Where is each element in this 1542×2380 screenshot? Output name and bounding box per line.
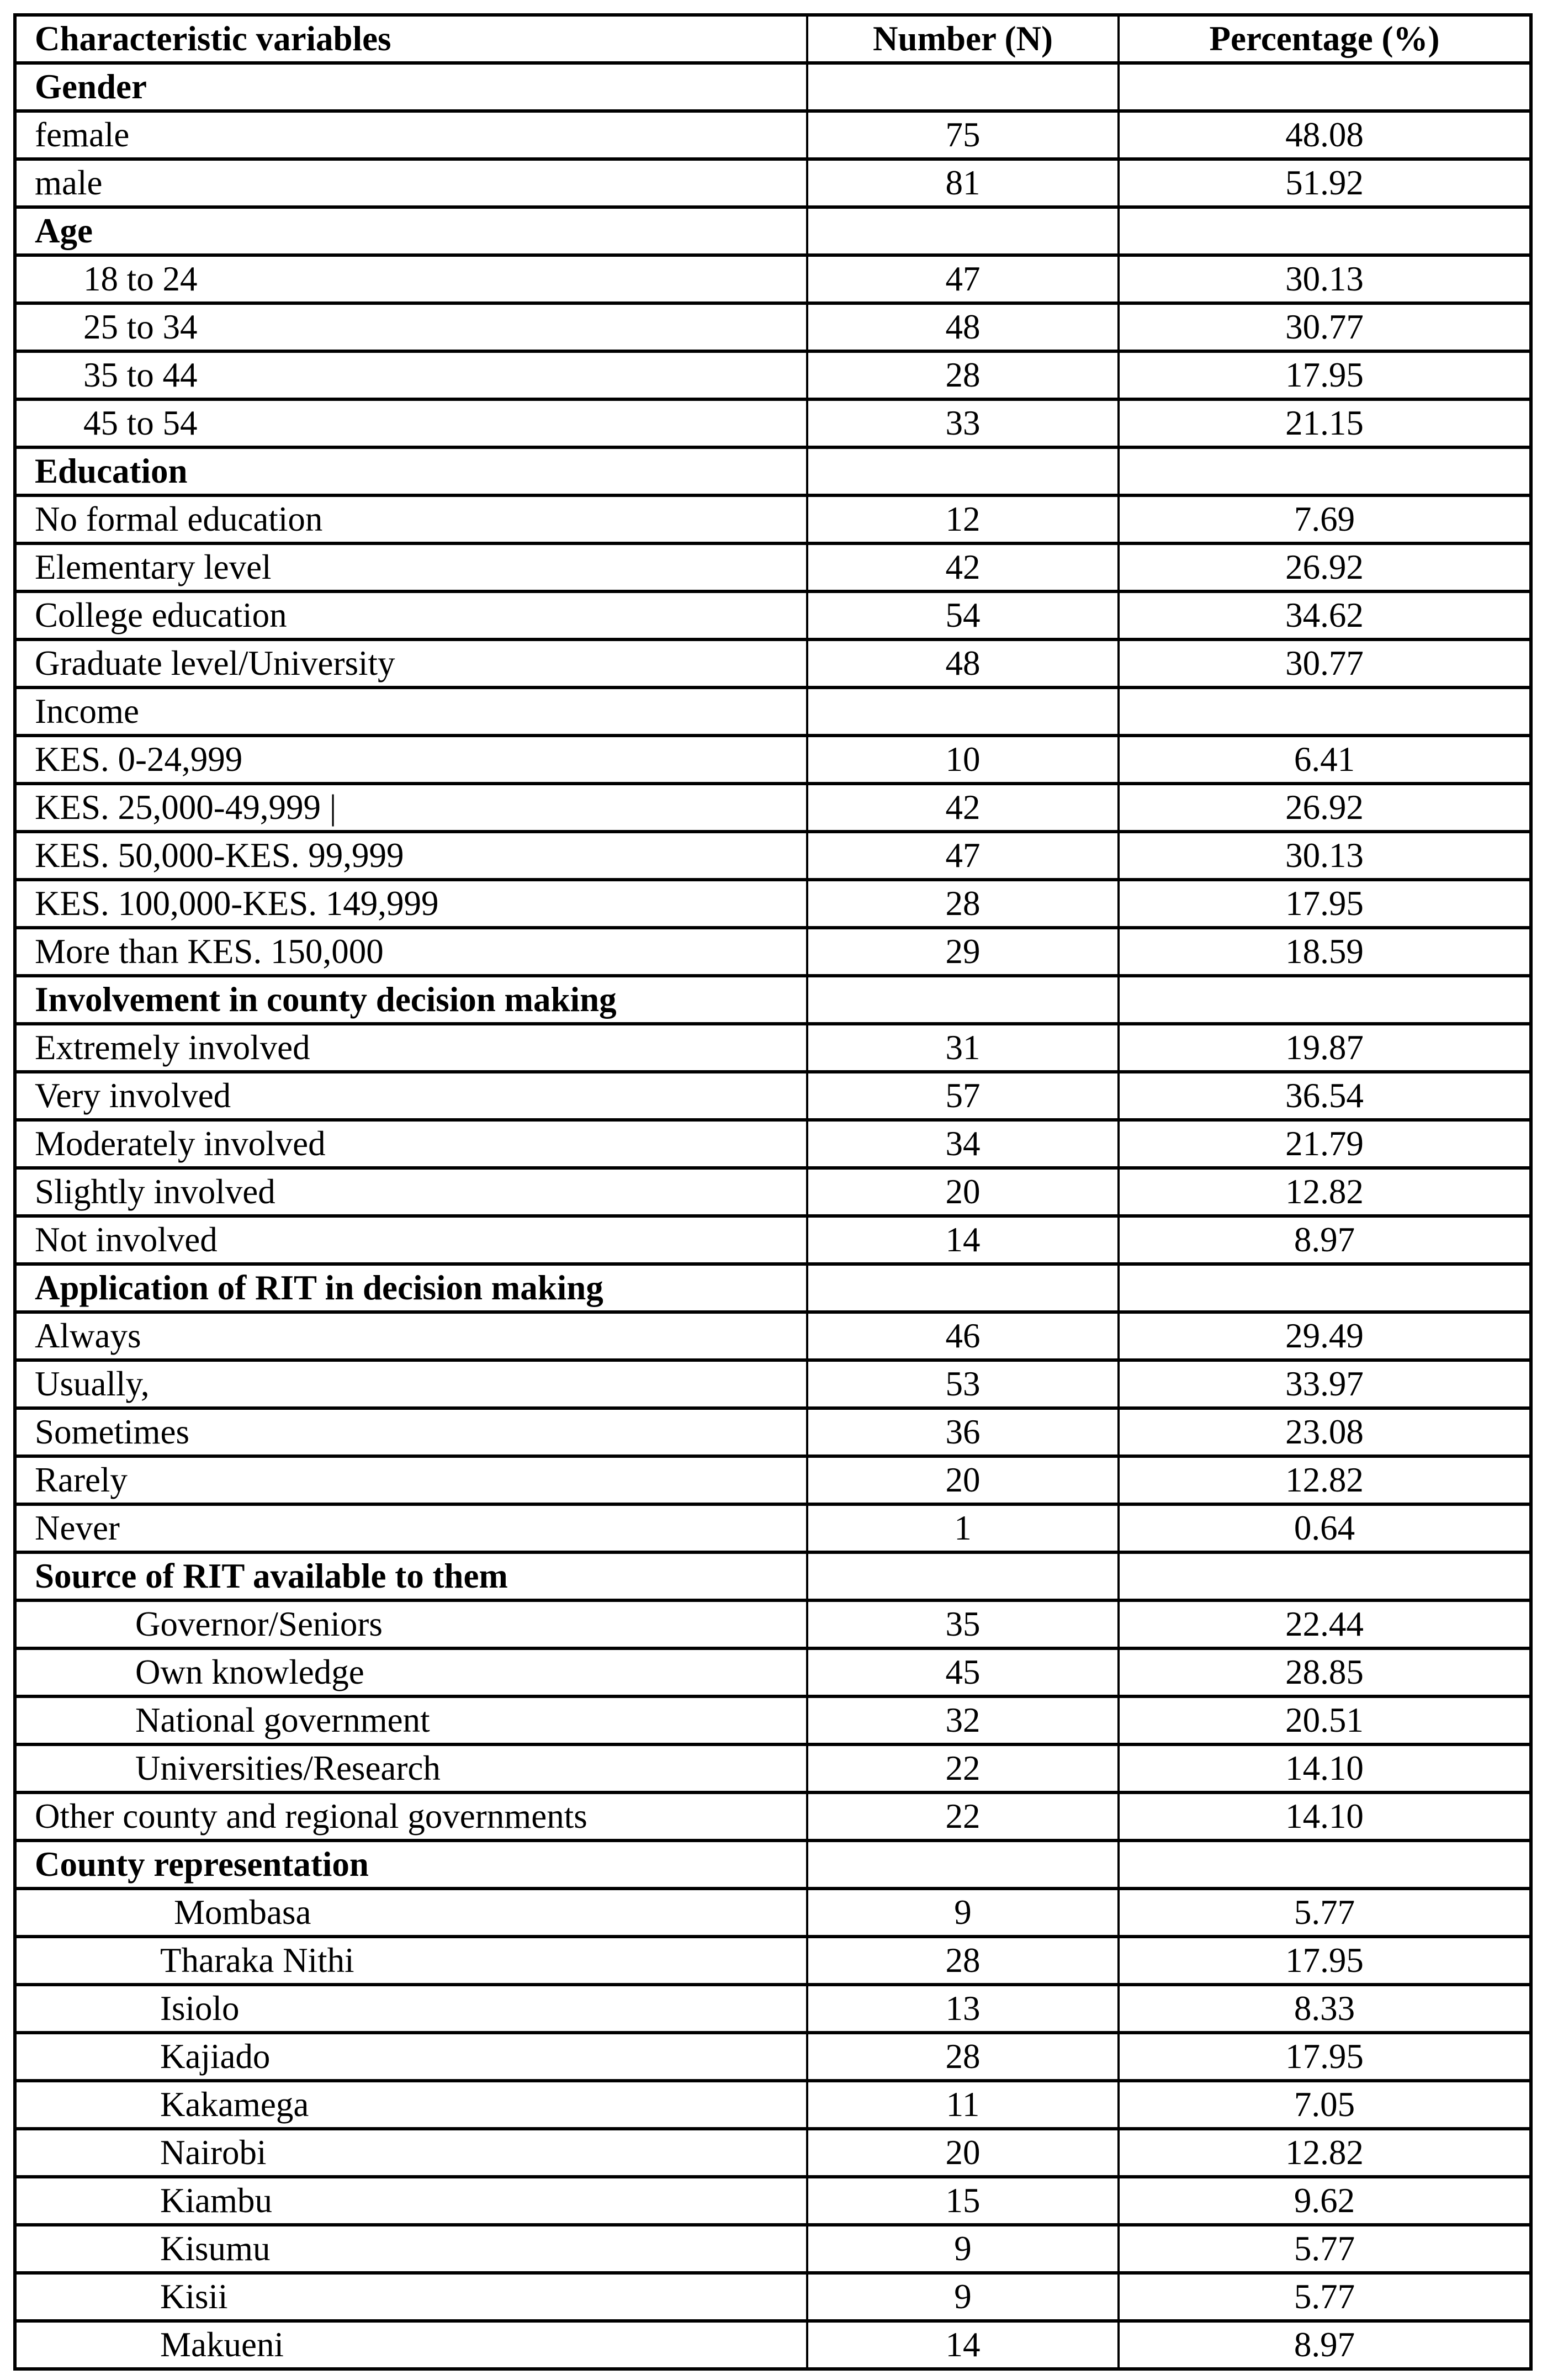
row-number-cell: 15 — [807, 2177, 1119, 2225]
row-number-cell: 20 — [807, 1168, 1119, 1216]
row-label-cell: Nairobi — [15, 2129, 807, 2177]
row-number-cell: 54 — [807, 591, 1119, 639]
row-label-cell: Always — [15, 1312, 807, 1360]
row-label-cell: Never — [15, 1504, 807, 1552]
row-label-cell: Tharaka Nithi — [15, 1937, 807, 1985]
table-row — [15, 928, 1531, 976]
row-percentage-cell: 51.92 — [1119, 159, 1531, 207]
row-percentage-cell: 30.77 — [1119, 303, 1531, 351]
table-row — [15, 1889, 1531, 1937]
row-percentage-cell: 21.15 — [1119, 399, 1531, 447]
table-row — [15, 2273, 1531, 2321]
row-percentage-cell — [1119, 1264, 1531, 1312]
row-percentage-cell: 34.62 — [1119, 591, 1531, 639]
row-number-cell: 57 — [807, 1072, 1119, 1120]
row-percentage-cell — [1119, 207, 1531, 255]
row-percentage-cell: 20.51 — [1119, 1696, 1531, 1744]
row-percentage-cell: 14.10 — [1119, 1744, 1531, 1792]
row-label-cell: Sometimes — [15, 1408, 807, 1456]
row-percentage-cell: 8.33 — [1119, 1985, 1531, 2033]
row-percentage-cell: 7.69 — [1119, 495, 1531, 543]
row-number-cell: 14 — [807, 2321, 1119, 2369]
row-percentage-cell: 48.08 — [1119, 111, 1531, 159]
row-number-cell: 28 — [807, 351, 1119, 399]
table-row — [15, 1937, 1531, 1985]
row-percentage-cell: 17.95 — [1119, 1937, 1531, 1985]
row-label-cell: Mombasa — [15, 1889, 807, 1937]
row-label-cell: Graduate level/University — [15, 639, 807, 687]
section-label-cell: Age — [15, 207, 807, 255]
table-row — [15, 591, 1531, 639]
row-number-cell: 28 — [807, 880, 1119, 928]
col-header-characteristic-variables: Characteristic variables — [15, 15, 807, 63]
row-label-cell: Makueni — [15, 2321, 807, 2369]
section-label-cell: Education — [15, 447, 807, 495]
row-percentage-cell — [1119, 687, 1531, 736]
row-percentage-cell: 8.97 — [1119, 2321, 1531, 2369]
table-row — [15, 1120, 1531, 1168]
section-row — [15, 976, 1531, 1024]
row-percentage-cell: 14.10 — [1119, 1792, 1531, 1840]
table-row — [15, 832, 1531, 880]
row-percentage-cell: 33.97 — [1119, 1360, 1531, 1408]
section-label-cell: Gender — [15, 63, 807, 111]
section-label-cell: Income — [15, 687, 807, 736]
table-row — [15, 111, 1531, 159]
row-label-cell: Universities/Research — [15, 1744, 807, 1792]
row-label-cell: 45 to 54 — [15, 399, 807, 447]
section-label-cell: County representation — [15, 1840, 807, 1889]
table-row — [15, 1456, 1531, 1504]
row-percentage-cell: 26.92 — [1119, 543, 1531, 591]
row-label-cell: National government — [15, 1696, 807, 1744]
row-label-cell: 25 to 34 — [15, 303, 807, 351]
table-row — [15, 639, 1531, 687]
row-label-cell: 35 to 44 — [15, 351, 807, 399]
row-number-cell — [807, 447, 1119, 495]
table-row — [15, 1985, 1531, 2033]
table-row — [15, 303, 1531, 351]
section-row — [15, 687, 1531, 736]
section-label-cell: Application of RIT in decision making — [15, 1264, 807, 1312]
table-row — [15, 784, 1531, 832]
row-number-cell: 22 — [807, 1744, 1119, 1792]
row-label-cell: Extremely involved — [15, 1024, 807, 1072]
row-label-cell: KES. 50,000-KES. 99,999 — [15, 832, 807, 880]
row-percentage-cell: 19.87 — [1119, 1024, 1531, 1072]
row-number-cell: 45 — [807, 1648, 1119, 1696]
row-percentage-cell: 29.49 — [1119, 1312, 1531, 1360]
row-number-cell: 33 — [807, 399, 1119, 447]
row-percentage-cell: 22.44 — [1119, 1600, 1531, 1648]
section-row — [15, 447, 1531, 495]
table-row — [15, 1744, 1531, 1792]
row-number-cell: 20 — [807, 2129, 1119, 2177]
row-number-cell: 13 — [807, 1985, 1119, 2033]
row-label-cell: KES. 0-24,999 — [15, 736, 807, 784]
table-row — [15, 2177, 1531, 2225]
row-percentage-cell: 8.97 — [1119, 1216, 1531, 1264]
row-number-cell: 36 — [807, 1408, 1119, 1456]
row-label-cell: Other county and regional governments — [15, 1792, 807, 1840]
row-label-cell: KES. 100,000-KES. 149,999 — [15, 880, 807, 928]
row-label-cell: female — [15, 111, 807, 159]
row-number-cell: 28 — [807, 2033, 1119, 2081]
row-label-cell: Kisii — [15, 2273, 807, 2321]
row-number-cell: 53 — [807, 1360, 1119, 1408]
row-label-cell: Elementary level — [15, 543, 807, 591]
row-percentage-cell: 12.82 — [1119, 1456, 1531, 1504]
row-percentage-cell: 26.92 — [1119, 784, 1531, 832]
row-number-cell: 1 — [807, 1504, 1119, 1552]
row-number-cell: 29 — [807, 928, 1119, 976]
section-row — [15, 207, 1531, 255]
row-percentage-cell: 23.08 — [1119, 1408, 1531, 1456]
row-percentage-cell: 12.82 — [1119, 2129, 1531, 2177]
row-number-cell: 48 — [807, 303, 1119, 351]
row-number-cell — [807, 1552, 1119, 1600]
row-label-cell: Kisumu — [15, 2225, 807, 2273]
table-row — [15, 1072, 1531, 1120]
row-number-cell: 14 — [807, 1216, 1119, 1264]
table-row — [15, 1168, 1531, 1216]
row-label-cell: More than KES. 150,000 — [15, 928, 807, 976]
row-number-cell: 28 — [807, 1937, 1119, 1985]
row-label-cell: Isiolo — [15, 1985, 807, 2033]
row-label-cell: Slightly involved — [15, 1168, 807, 1216]
row-number-cell: 48 — [807, 639, 1119, 687]
row-label-cell: Kakamega — [15, 2081, 807, 2129]
row-label-cell: College education — [15, 591, 807, 639]
table-row — [15, 1312, 1531, 1360]
row-percentage-cell: 17.95 — [1119, 351, 1531, 399]
row-number-cell — [807, 1840, 1119, 1889]
row-number-cell — [807, 1264, 1119, 1312]
row-percentage-cell: 6.41 — [1119, 736, 1531, 784]
col-header-number: Number (N) — [807, 15, 1119, 63]
row-number-cell: 20 — [807, 1456, 1119, 1504]
row-label-cell: male — [15, 159, 807, 207]
row-number-cell: 46 — [807, 1312, 1119, 1360]
row-percentage-cell: 17.95 — [1119, 2033, 1531, 2081]
table-row — [15, 2129, 1531, 2177]
section-row — [15, 1552, 1531, 1600]
row-number-cell: 12 — [807, 495, 1119, 543]
row-percentage-cell: 21.79 — [1119, 1120, 1531, 1168]
table-row — [15, 2225, 1531, 2273]
table-row — [15, 1408, 1531, 1456]
row-number-cell: 32 — [807, 1696, 1119, 1744]
table-row — [15, 1696, 1531, 1744]
row-number-cell: 10 — [807, 736, 1119, 784]
row-label-cell: Own knowledge — [15, 1648, 807, 1696]
row-label-cell: Moderately involved — [15, 1120, 807, 1168]
section-row — [15, 1264, 1531, 1312]
table-row — [15, 543, 1531, 591]
row-percentage-cell — [1119, 976, 1531, 1024]
row-number-cell: 42 — [807, 543, 1119, 591]
table-row — [15, 1216, 1531, 1264]
table-row — [15, 1024, 1531, 1072]
section-label-cell: Source of RIT available to them — [15, 1552, 807, 1600]
row-label-cell: Usually, — [15, 1360, 807, 1408]
table-row — [15, 1792, 1531, 1840]
section-row — [15, 63, 1531, 111]
row-label-cell: Governor/Seniors — [15, 1600, 807, 1648]
row-number-cell: 34 — [807, 1120, 1119, 1168]
row-percentage-cell: 0.64 — [1119, 1504, 1531, 1552]
row-percentage-cell — [1119, 1840, 1531, 1889]
row-percentage-cell — [1119, 447, 1531, 495]
row-label-cell: Kajiado — [15, 2033, 807, 2081]
table-row — [15, 255, 1531, 303]
row-percentage-cell: 7.05 — [1119, 2081, 1531, 2129]
row-number-cell: 35 — [807, 1600, 1119, 1648]
row-number-cell: 9 — [807, 2225, 1119, 2273]
row-percentage-cell: 9.62 — [1119, 2177, 1531, 2225]
table-row — [15, 736, 1531, 784]
row-label-cell: KES. 25,000-49,999 | — [15, 784, 807, 832]
table-row — [15, 351, 1531, 399]
row-percentage-cell — [1119, 63, 1531, 111]
row-percentage-cell: 5.77 — [1119, 2225, 1531, 2273]
row-number-cell: 22 — [807, 1792, 1119, 1840]
row-number-cell: 47 — [807, 832, 1119, 880]
header-row — [15, 15, 1531, 63]
row-percentage-cell: 28.85 — [1119, 1648, 1531, 1696]
row-number-cell: 31 — [807, 1024, 1119, 1072]
table-row — [15, 159, 1531, 207]
row-label-cell: Kiambu — [15, 2177, 807, 2225]
table-body — [15, 63, 1531, 2369]
row-percentage-cell — [1119, 1552, 1531, 1600]
row-label-cell: No formal education — [15, 495, 807, 543]
row-percentage-cell: 18.59 — [1119, 928, 1531, 976]
row-number-cell: 9 — [807, 2273, 1119, 2321]
row-percentage-cell: 5.77 — [1119, 2273, 1531, 2321]
row-number-cell: 42 — [807, 784, 1119, 832]
row-number-cell: 75 — [807, 111, 1119, 159]
row-number-cell: 9 — [807, 1889, 1119, 1937]
row-percentage-cell: 5.77 — [1119, 1889, 1531, 1937]
row-number-cell — [807, 207, 1119, 255]
table-row — [15, 1504, 1531, 1552]
table-row — [15, 880, 1531, 928]
row-label-cell: 18 to 24 — [15, 255, 807, 303]
row-number-cell: 81 — [807, 159, 1119, 207]
row-percentage-cell: 12.82 — [1119, 1168, 1531, 1216]
row-percentage-cell: 30.13 — [1119, 832, 1531, 880]
table-row — [15, 1360, 1531, 1408]
table-row — [15, 2081, 1531, 2129]
row-percentage-cell: 30.13 — [1119, 255, 1531, 303]
table-row — [15, 2321, 1531, 2369]
table-row — [15, 2033, 1531, 2081]
section-label-cell: Involvement in county decision making — [15, 976, 807, 1024]
row-label-cell: Rarely — [15, 1456, 807, 1504]
row-label-cell: Very involved — [15, 1072, 807, 1120]
table-row — [15, 1600, 1531, 1648]
row-number-cell: 47 — [807, 255, 1119, 303]
table-row — [15, 1648, 1531, 1696]
row-number-cell: 11 — [807, 2081, 1119, 2129]
table-row — [15, 399, 1531, 447]
row-number-cell — [807, 63, 1119, 111]
row-percentage-cell: 36.54 — [1119, 1072, 1531, 1120]
col-header-percentage: Percentage (%) — [1119, 15, 1531, 63]
characteristics-table — [13, 13, 1533, 2371]
section-row — [15, 1840, 1531, 1889]
row-percentage-cell: 17.95 — [1119, 880, 1531, 928]
row-label-cell: Not involved — [15, 1216, 807, 1264]
table-row — [15, 495, 1531, 543]
row-number-cell — [807, 687, 1119, 736]
row-percentage-cell: 30.77 — [1119, 639, 1531, 687]
row-number-cell — [807, 976, 1119, 1024]
